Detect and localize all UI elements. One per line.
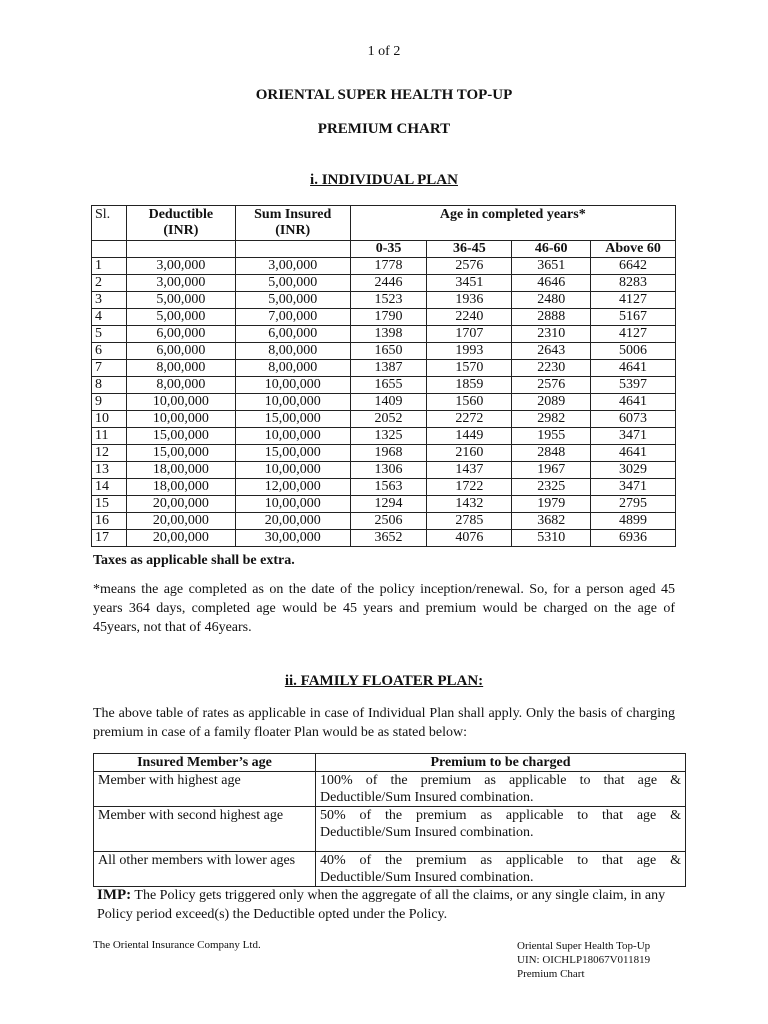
- premium-36-45-cell: 1859: [427, 377, 512, 394]
- premium-46-60-cell: 1979: [512, 496, 591, 513]
- member-cell: Member with second highest age: [94, 807, 316, 852]
- premium-46-60-cell: 2089: [512, 394, 591, 411]
- table-row: [92, 479, 676, 496]
- sum-insured-cell: 8,00,000: [235, 360, 350, 377]
- sl-cell: 9: [92, 394, 127, 411]
- deductible-cell: 20,00,000: [126, 513, 235, 530]
- sum-insured-cell: 12,00,000: [235, 479, 350, 496]
- premium-36-45-cell: 1722: [427, 479, 512, 496]
- premium-0-35-cell: 1306: [350, 462, 427, 479]
- premium-above-60-cell: 4899: [591, 513, 676, 530]
- deductible-cell: 3,00,000: [126, 275, 235, 292]
- important-text: The Policy gets triggered only when the aggregate of all the claims, or any single claim, in any Policy period exceed(s) the Deductible opted under the Policy.: [97, 888, 666, 922]
- document-title: ORIENTAL SUPER HEALTH TOP-UP: [255, 87, 513, 103]
- premium-0-35-cell: 1968: [350, 445, 427, 462]
- col-header-age-group: Age in completed years*: [350, 206, 675, 241]
- deductible-cell: 18,00,000: [126, 479, 235, 496]
- premium-0-35-cell: 1409: [350, 394, 427, 411]
- age-definition-note: *means the age completed as on the date of the policy inception/renewal. So, for a person aged 45 years 364 days, completed age would be 45 years and premium would be charged on the age of 45years, not that of 46years.: [93, 582, 675, 635]
- deductible-cell: 20,00,000: [126, 530, 235, 547]
- premium-46-60-cell: 2576: [512, 377, 591, 394]
- premium-above-60-cell: 4641: [591, 445, 676, 462]
- deductible-cell: 6,00,000: [126, 326, 235, 343]
- deductible-cell: 5,00,000: [126, 292, 235, 309]
- sum-insured-cell: 5,00,000: [235, 275, 350, 292]
- premium-46-60-cell: 4646: [512, 275, 591, 292]
- col-header-sum-insured-line1: Sum Insured: [254, 207, 332, 222]
- page-indicator: 1 of 2: [367, 44, 401, 59]
- sl-cell: 7: [92, 360, 127, 377]
- premium-above-60-cell: 8283: [591, 275, 676, 292]
- premium-36-45-cell: 1936: [427, 292, 512, 309]
- premium-46-60-cell: 2848: [512, 445, 591, 462]
- premium-0-35-cell: 1650: [350, 343, 427, 360]
- table-row: [92, 326, 676, 343]
- premium-above-60-cell: 4127: [591, 292, 676, 309]
- footer-company: The Oriental Insurance Company Ltd.: [93, 939, 261, 951]
- table-row: [92, 377, 676, 394]
- sum-insured-cell: 10,00,000: [235, 462, 350, 479]
- premium-above-60-cell: 6642: [591, 258, 676, 275]
- individual-plan-heading-wrap: [0, 171, 768, 189]
- document-subtitle: PREMIUM CHART: [317, 121, 451, 137]
- premium-36-45-cell: 1560: [427, 394, 512, 411]
- premium-0-35-cell: 2506: [350, 513, 427, 530]
- footer-doc-type: Premium Chart: [517, 968, 585, 980]
- sl-cell: 4: [92, 309, 127, 326]
- sl-cell: 1: [92, 258, 127, 275]
- member-cell: All other members with lower ages: [94, 852, 316, 887]
- individual-plan-table-body: [92, 258, 676, 547]
- deductible-cell: 3,00,000: [126, 258, 235, 275]
- sl-cell: 10: [92, 411, 127, 428]
- col-header-deductible: [126, 206, 235, 241]
- sum-insured-cell: 15,00,000: [235, 411, 350, 428]
- premium-above-60-cell: 3029: [591, 462, 676, 479]
- table-subheader-row: [92, 241, 676, 258]
- premium-36-45-cell: 4076: [427, 530, 512, 547]
- premium-above-60-cell: 4641: [591, 394, 676, 411]
- table-row: [94, 807, 686, 852]
- sl-cell: 16: [92, 513, 127, 530]
- sl-cell: 11: [92, 428, 127, 445]
- premium-0-35-cell: 2052: [350, 411, 427, 428]
- family-floater-heading: ii. FAMILY FLOATER PLAN:: [284, 673, 484, 689]
- table-row: [92, 445, 676, 462]
- table-row: [92, 343, 676, 360]
- premium-36-45-cell: 3451: [427, 275, 512, 292]
- sl-cell: 17: [92, 530, 127, 547]
- premium-0-35-cell: 3652: [350, 530, 427, 547]
- sl-cell: 15: [92, 496, 127, 513]
- premium-46-60-cell: 5310: [512, 530, 591, 547]
- col-header-sum-insured-line2: (INR): [275, 223, 311, 238]
- footer-uin: UIN: OICHLP18067V011819: [517, 954, 651, 966]
- sl-cell: 14: [92, 479, 127, 496]
- premium-36-45-cell: 1707: [427, 326, 512, 343]
- important-label: IMP:: [97, 887, 132, 903]
- premium-46-60-cell: 2480: [512, 292, 591, 309]
- premium-cell: 100% of the premium as applicable to that age & Deductible/Sum Insured combination.: [316, 772, 686, 807]
- col-header-member-age: Insured Member’s age: [94, 754, 316, 772]
- sl-cell: 12: [92, 445, 127, 462]
- table-row: [92, 411, 676, 428]
- premium-36-45-cell: 2785: [427, 513, 512, 530]
- premium-46-60-cell: 3682: [512, 513, 591, 530]
- family-floater-intro: The above table of rates as applicable in case of Individual Plan shall apply. Only the basis of charging premium in case of a family floater Plan would be as stated below:: [93, 706, 675, 740]
- premium-46-60-cell: 2643: [512, 343, 591, 360]
- important-note: [97, 886, 687, 924]
- table-row: [92, 394, 676, 411]
- premium-0-35-cell: 1325: [350, 428, 427, 445]
- premium-cell: 40% of the premium as applicable to that age & Deductible/Sum Insured combination.: [316, 852, 686, 887]
- premium-36-45-cell: 2576: [427, 258, 512, 275]
- deductible-cell: 5,00,000: [126, 309, 235, 326]
- sum-insured-cell: 7,00,000: [235, 309, 350, 326]
- family-floater-heading-wrap: [0, 672, 768, 690]
- member-cell: Member with highest age: [94, 772, 316, 807]
- deductible-cell: 20,00,000: [126, 496, 235, 513]
- sum-insured-cell: 15,00,000: [235, 445, 350, 462]
- individual-plan-heading: i. INDIVIDUAL PLAN: [310, 172, 458, 188]
- col-header-deductible-line2: (INR): [163, 223, 199, 238]
- col-header-age-36-45: 36-45: [427, 241, 512, 258]
- premium-46-60-cell: 1967: [512, 462, 591, 479]
- empty-cell: [235, 241, 350, 258]
- sum-insured-cell: 3,00,000: [235, 258, 350, 275]
- premium-46-60-cell: 2230: [512, 360, 591, 377]
- deductible-cell: 6,00,000: [126, 343, 235, 360]
- premium-36-45-cell: 1437: [427, 462, 512, 479]
- table-row: [94, 852, 686, 887]
- sum-insured-cell: 10,00,000: [235, 428, 350, 445]
- sl-cell: 8: [92, 377, 127, 394]
- deductible-cell: 15,00,000: [126, 445, 235, 462]
- premium-above-60-cell: 6073: [591, 411, 676, 428]
- premium-36-45-cell: 1449: [427, 428, 512, 445]
- col-header-deductible-line1: Deductible: [148, 207, 214, 222]
- premium-0-35-cell: 1387: [350, 360, 427, 377]
- premium-0-35-cell: 1778: [350, 258, 427, 275]
- premium-46-60-cell: 2325: [512, 479, 591, 496]
- premium-above-60-cell: 3471: [591, 479, 676, 496]
- col-header-premium: Premium to be charged: [316, 754, 686, 772]
- table-row: [92, 292, 676, 309]
- family-floater-table: [93, 753, 686, 887]
- sum-insured-cell: 5,00,000: [235, 292, 350, 309]
- sum-insured-cell: 10,00,000: [235, 496, 350, 513]
- sum-insured-cell: 10,00,000: [235, 377, 350, 394]
- sl-cell: 3: [92, 292, 127, 309]
- deductible-cell: 18,00,000: [126, 462, 235, 479]
- premium-above-60-cell: 2795: [591, 496, 676, 513]
- premium-cell: 50% of the premium as applicable to that age & Deductible/Sum Insured combination.: [316, 807, 686, 852]
- table-row: [92, 530, 676, 547]
- deductible-cell: 15,00,000: [126, 428, 235, 445]
- footer-product: Oriental Super Health Top-Up: [517, 940, 651, 952]
- table-row: [92, 258, 676, 275]
- footer-product-info: [517, 939, 650, 981]
- sl-cell: 13: [92, 462, 127, 479]
- table-header-row: [94, 754, 686, 772]
- table-row: [92, 513, 676, 530]
- table-row: [92, 309, 676, 326]
- premium-above-60-cell: 6936: [591, 530, 676, 547]
- col-header-age-46-60: 46-60: [512, 241, 591, 258]
- premium-0-35-cell: 1790: [350, 309, 427, 326]
- sum-insured-cell: 10,00,000: [235, 394, 350, 411]
- sl-cell: 6: [92, 343, 127, 360]
- table-row: [92, 496, 676, 513]
- col-header-sum-insured: [235, 206, 350, 241]
- empty-cell: [126, 241, 235, 258]
- premium-above-60-cell: 4127: [591, 326, 676, 343]
- sum-insured-cell: 20,00,000: [235, 513, 350, 530]
- col-header-age-0-35: 0-35: [350, 241, 427, 258]
- col-header-age-above-60: Above 60: [591, 241, 676, 258]
- premium-0-35-cell: 1398: [350, 326, 427, 343]
- sl-cell: 2: [92, 275, 127, 292]
- premium-46-60-cell: 3651: [512, 258, 591, 275]
- sl-cell: 5: [92, 326, 127, 343]
- col-header-sl: Sl.: [92, 206, 127, 241]
- premium-above-60-cell: 3471: [591, 428, 676, 445]
- premium-46-60-cell: 2982: [512, 411, 591, 428]
- premium-0-35-cell: 2446: [350, 275, 427, 292]
- premium-above-60-cell: 4641: [591, 360, 676, 377]
- premium-36-45-cell: 2240: [427, 309, 512, 326]
- premium-above-60-cell: 5397: [591, 377, 676, 394]
- premium-0-35-cell: 1294: [350, 496, 427, 513]
- deductible-cell: 10,00,000: [126, 411, 235, 428]
- sum-insured-cell: 8,00,000: [235, 343, 350, 360]
- sum-insured-cell: 6,00,000: [235, 326, 350, 343]
- taxes-note: Taxes as applicable shall be extra.: [93, 553, 295, 568]
- empty-cell: [92, 241, 127, 258]
- premium-36-45-cell: 2160: [427, 445, 512, 462]
- premium-36-45-cell: 1993: [427, 343, 512, 360]
- premium-above-60-cell: 5006: [591, 343, 676, 360]
- table-row: [92, 428, 676, 445]
- table-row: [92, 275, 676, 292]
- table-row: [92, 360, 676, 377]
- deductible-cell: 8,00,000: [126, 360, 235, 377]
- premium-0-35-cell: 1655: [350, 377, 427, 394]
- premium-above-60-cell: 5167: [591, 309, 676, 326]
- premium-46-60-cell: 1955: [512, 428, 591, 445]
- deductible-cell: 8,00,000: [126, 377, 235, 394]
- premium-0-35-cell: 1523: [350, 292, 427, 309]
- deductible-cell: 10,00,000: [126, 394, 235, 411]
- table-row: [94, 772, 686, 807]
- individual-plan-table: [91, 205, 676, 547]
- sum-insured-cell: 30,00,000: [235, 530, 350, 547]
- table-row: [92, 462, 676, 479]
- premium-46-60-cell: 2310: [512, 326, 591, 343]
- premium-46-60-cell: 2888: [512, 309, 591, 326]
- premium-36-45-cell: 2272: [427, 411, 512, 428]
- premium-36-45-cell: 1432: [427, 496, 512, 513]
- table-header-row: [92, 206, 676, 241]
- premium-36-45-cell: 1570: [427, 360, 512, 377]
- premium-0-35-cell: 1563: [350, 479, 427, 496]
